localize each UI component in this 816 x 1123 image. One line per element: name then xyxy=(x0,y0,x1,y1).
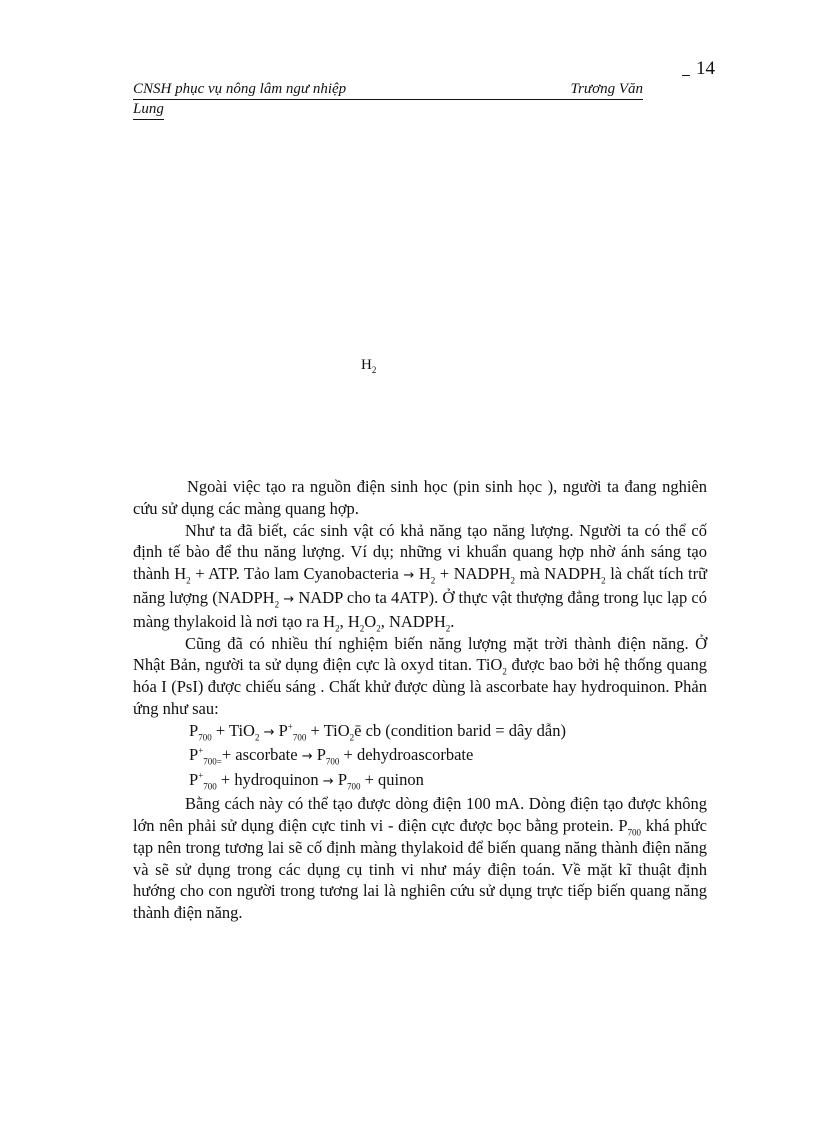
page-number: 14 xyxy=(682,58,715,80)
arrow-icon: → xyxy=(322,773,334,789)
paragraph-2: Như ta đã biết, các sinh vật có khả năng tạo năng lượng. Người ta có thể cố định tế bào để thu năng lượng. Ví dụ; những vi khuẩn quang hợp nhờ ánh sáng tạo thành $H_2$ + ATP. Tảo lam Cyanobacteria → $H_2$ + $NADPH_2$ mà $NADPH_2$ là chất tích trữ năng lượng ($NADPH_2$ → NADP cho ta 4ATP). Ở thực vật thượng đẳng trong lục lạp có màng thylakoid là nơi tạo ra $H_2$, $H_2O_2$, $NADPH_2$. xyxy=(133,520,708,634)
arrow-icon: → xyxy=(301,749,313,765)
paragraph-3: Cũng đã có nhiều thí nghiệm biến năng lượng mặt trời thành điện năng. Ở Nhật Bản, người ta sử dụng điện cực là oxyd titan. TiO$_2$ được bao bởi hệ thống quang hóa I (PsI) được chiếu sáng . Chất khử được dùng là ascorbate hay hydroquinon. Phản ứng như sau: xyxy=(133,633,708,718)
reaction-3: $P^+_{700}$ + hydroquinon → $P_{700}$ + quinon xyxy=(189,769,424,792)
paragraph-1: Ngoài việc tạo ra nguồn điện sinh học (pin sinh học ), người ta đang nghiên cứu sử dụng các màng quang hợp. xyxy=(133,477,707,518)
running-header xyxy=(133,80,643,120)
header-title: CNSH phục vụ nông lâm ngư nhiệp xyxy=(133,81,347,97)
figure-label: $H_2$ xyxy=(361,357,377,375)
arrow-icon: → xyxy=(283,591,295,607)
header-author: Trương Văn xyxy=(570,81,643,97)
reaction-2: $P^+_{700=}+$ ascorbate → $P_{700}$ + dehydroascorbate xyxy=(189,745,474,767)
paragraph-4: Bằng cách này có thể tạo được dòng điện 100 mA. Dòng điện tạo được không lớn nên phải sử dụng điện cực tinh vi - điện cực được bọc bằng protein. $P_{700}$ khá phức tạp nên trong tương lai sẽ cố định màng thylakoid để biến quang năng thành điện năng và sẽ sử dụng trong các dụng cụ tinh vi như máy điện toán. Về mặt kĩ thuật định hướng cho con người trong tương lai là nghiên cứu sử dụng trực tiếp biến quang năng thành điện năng. xyxy=(133,794,708,923)
header-author-cont: Lung xyxy=(133,100,164,120)
arrow-icon: → xyxy=(403,568,415,584)
body-text xyxy=(133,476,707,924)
reaction-1: $P_{700} + TiO_2 \to P^+_{700}$ + TiO$_2$ē cb (condition barid = dây dẫn) xyxy=(189,720,566,743)
arrow-icon: → xyxy=(263,724,275,740)
